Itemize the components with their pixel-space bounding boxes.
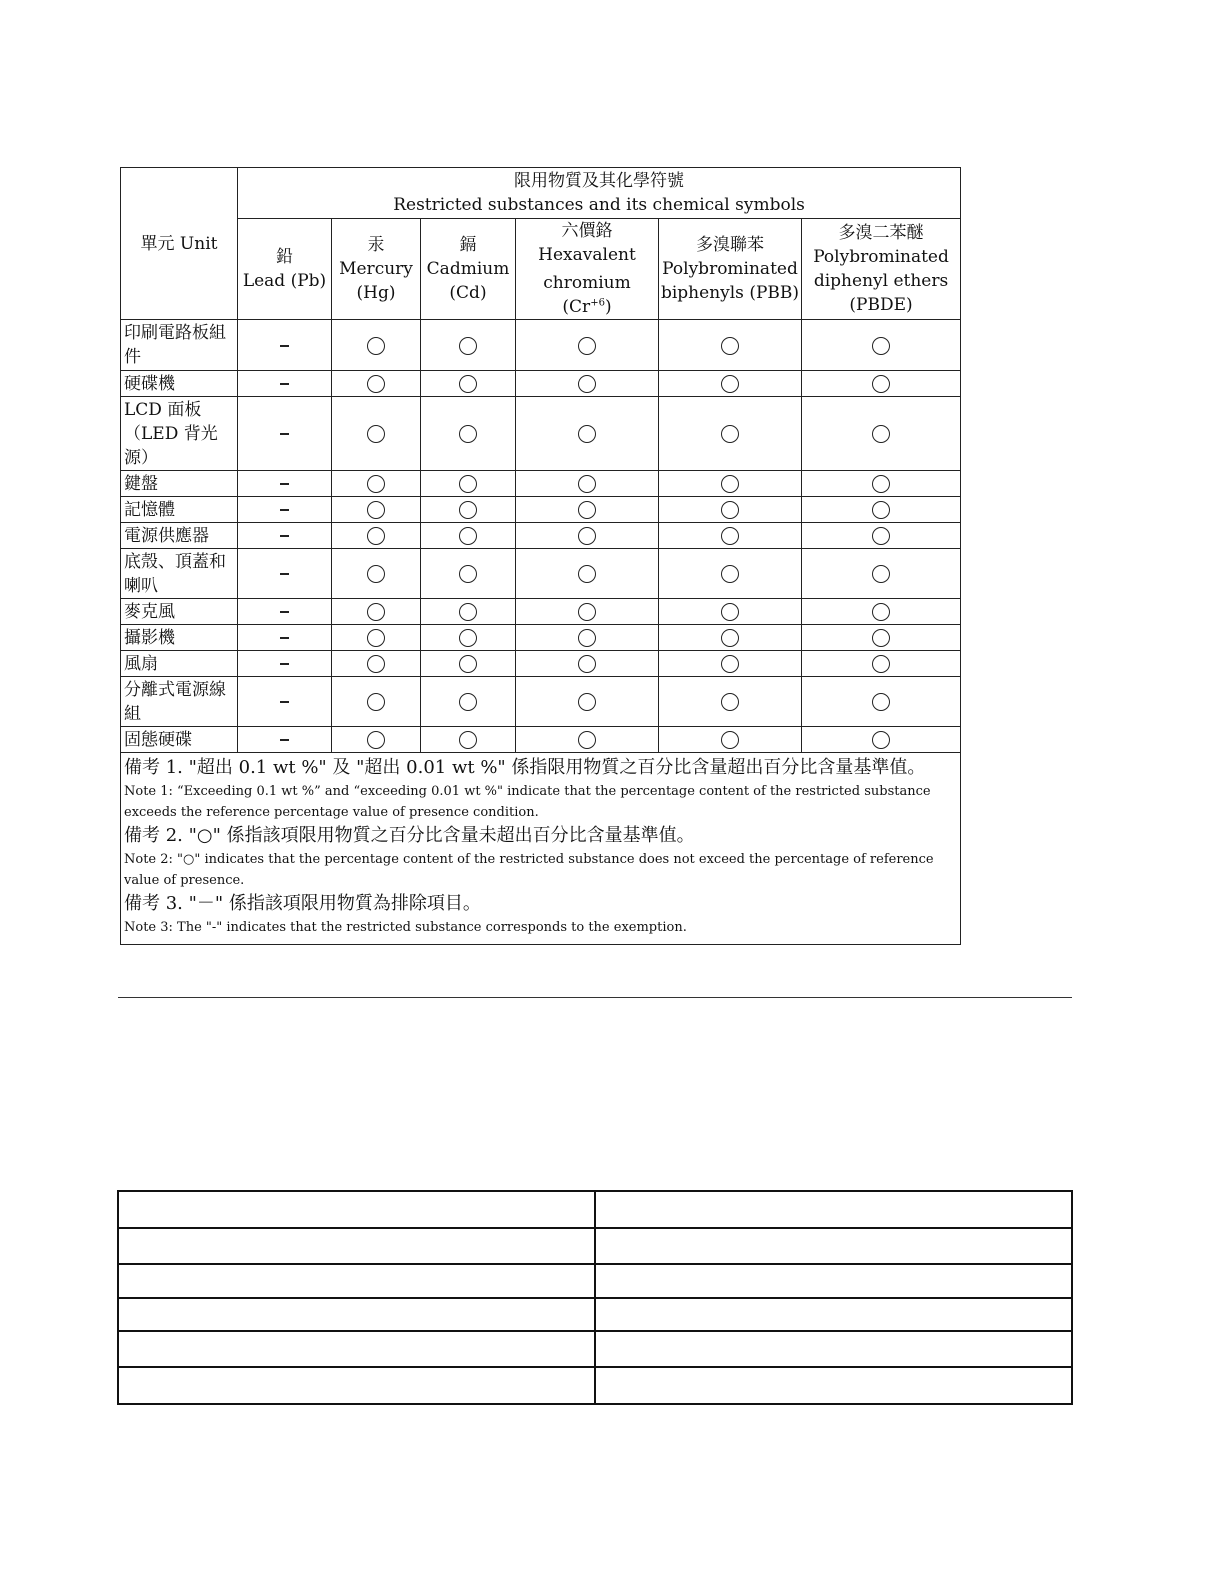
substance-name-zh: 鎘	[459, 235, 477, 255]
substance-symbol: (Cd)	[449, 283, 487, 303]
unit-header	[121, 168, 238, 320]
dash-mark	[280, 611, 289, 613]
exemption-cell	[238, 549, 332, 599]
circle-mark	[459, 501, 477, 519]
circle-mark	[459, 603, 477, 621]
empty-cell	[118, 1367, 595, 1404]
circle-mark	[721, 731, 739, 749]
compliant-cell	[659, 523, 802, 549]
circle-mark	[578, 693, 596, 711]
compliant-cell	[332, 651, 421, 677]
compliant-cell	[659, 397, 802, 471]
exemption-cell	[238, 625, 332, 651]
circle-mark	[367, 655, 385, 673]
exemption-cell	[238, 320, 332, 371]
circle-mark	[367, 731, 385, 749]
compliant-cell	[516, 549, 659, 599]
circle-mark	[367, 425, 385, 443]
compliant-cell	[659, 320, 802, 371]
unit-label-cell: 攝影機	[121, 625, 238, 651]
circle-mark	[721, 603, 739, 621]
compliant-cell	[421, 320, 516, 371]
compliant-cell	[516, 677, 659, 727]
empty-cell	[118, 1228, 595, 1264]
table-row	[118, 1298, 1072, 1331]
table-row	[121, 727, 961, 753]
exemption-cell	[238, 523, 332, 549]
circle-mark	[367, 527, 385, 545]
unit-label-cell: 硬碟機	[121, 371, 238, 397]
note-2-en: Note 2: "○" indicates that the percentage content of the restricted substance does not exceed the percentage of reference value of presence.	[124, 852, 934, 888]
compliant-cell	[421, 727, 516, 753]
circle-mark	[578, 731, 596, 749]
circle-mark	[721, 693, 739, 711]
compliant-cell	[802, 625, 961, 651]
note-1-en: Note 1: “Exceeding 0.1 wt %” and “exceeding 0.01 wt %" indicate that the percentage content of the restricted substance exceeds the reference percentage value of presence condition.	[124, 784, 931, 820]
substance-column-header	[332, 219, 421, 320]
dash-mark	[280, 637, 289, 639]
compliant-cell	[802, 371, 961, 397]
dash-mark	[280, 739, 289, 741]
note-3-en: Note 3: The "-" indicates that the restricted substance corresponds to the exemption.	[124, 920, 687, 935]
substances-header-zh: 限用物質及其化學符號	[514, 171, 685, 191]
table-row	[121, 371, 961, 397]
table-row	[121, 397, 961, 471]
substance-column-header	[802, 219, 961, 320]
circle-mark	[459, 629, 477, 647]
circle-mark	[872, 565, 890, 583]
circle-mark	[578, 565, 596, 583]
empty-cell	[595, 1264, 1072, 1298]
compliant-cell	[516, 397, 659, 471]
circle-mark	[459, 375, 477, 393]
unit-label-cell: LCD 面板（LED 背光源）	[121, 397, 238, 471]
unit-label-cell: 鍵盤	[121, 471, 238, 497]
circle-mark	[872, 337, 890, 355]
circle-mark	[459, 337, 477, 355]
compliant-cell	[802, 497, 961, 523]
circle-mark	[367, 501, 385, 519]
substance-name-en: Mercury	[339, 259, 413, 279]
circle-mark	[872, 731, 890, 749]
table-row	[121, 549, 961, 599]
substance-column-header	[516, 219, 659, 320]
substance-name-en-line3: (PBDE)	[849, 295, 913, 315]
circle-mark	[872, 527, 890, 545]
substance-symbol	[516, 271, 658, 319]
substance-symbol: diphenyl ethers	[813, 271, 949, 291]
dash-mark	[280, 573, 289, 575]
circle-mark	[721, 501, 739, 519]
circle-mark	[367, 337, 385, 355]
exemption-cell	[238, 727, 332, 753]
circle-mark	[872, 475, 890, 493]
substance-name-zh: 多溴二苯醚	[838, 223, 924, 243]
dash-mark	[280, 433, 289, 435]
note-2-zh: 備考 2. "○" 係指該項限用物質之百分比含量未超出百分比含量基準值。	[124, 825, 695, 846]
table-row	[118, 1331, 1072, 1367]
table-row	[118, 1228, 1072, 1264]
exemption-cell	[238, 677, 332, 727]
unit-label-cell: 記憶體	[121, 497, 238, 523]
notes-cell	[121, 753, 961, 945]
compliant-cell	[802, 549, 961, 599]
compliant-cell	[421, 625, 516, 651]
circle-mark	[578, 425, 596, 443]
substance-symbol: biphenyls (PBB)	[660, 283, 800, 303]
circle-mark	[578, 527, 596, 545]
compliant-cell	[516, 599, 659, 625]
compliant-cell	[516, 371, 659, 397]
unit-label-cell: 分離式電源線組	[121, 677, 238, 727]
circle-mark	[721, 425, 739, 443]
table-body	[121, 320, 961, 753]
unit-label-cell: 電源供應器	[121, 523, 238, 549]
circle-mark	[721, 655, 739, 673]
circle-mark	[721, 565, 739, 583]
substance-symbol-base: chromium (Cr	[543, 273, 631, 317]
exemption-cell	[238, 497, 332, 523]
exemption-cell	[238, 651, 332, 677]
circle-mark	[721, 475, 739, 493]
circle-mark	[367, 475, 385, 493]
substances-header	[238, 168, 961, 219]
exemption-cell	[238, 371, 332, 397]
compliant-cell	[421, 397, 516, 471]
compliant-cell	[659, 599, 802, 625]
table-row	[121, 651, 961, 677]
compliant-cell	[332, 677, 421, 727]
circle-mark	[872, 655, 890, 673]
substance-name-zh: 六價鉻	[561, 221, 613, 241]
substances-header-en: Restricted substances and its chemical symbols	[393, 195, 805, 215]
circle-mark	[721, 375, 739, 393]
substance-name-zh: 多溴聯苯	[696, 235, 764, 255]
circle-mark	[459, 731, 477, 749]
circle-mark	[367, 693, 385, 711]
exemption-cell	[238, 471, 332, 497]
dash-mark	[280, 535, 289, 537]
empty-cell	[118, 1331, 595, 1367]
circle-mark	[367, 603, 385, 621]
compliant-cell	[516, 497, 659, 523]
circle-mark	[367, 565, 385, 583]
circle-mark	[872, 629, 890, 647]
circle-mark	[367, 375, 385, 393]
circle-mark	[578, 375, 596, 393]
compliant-cell	[332, 523, 421, 549]
table-row	[121, 320, 961, 371]
compliant-cell	[802, 397, 961, 471]
compliant-cell	[516, 471, 659, 497]
horizontal-divider	[118, 997, 1072, 998]
circle-mark	[578, 655, 596, 673]
compliant-cell	[802, 320, 961, 371]
circle-mark	[578, 629, 596, 647]
compliant-cell	[421, 651, 516, 677]
circle-mark	[721, 629, 739, 647]
substance-columns-row	[121, 219, 961, 320]
substance-column-header	[421, 219, 516, 320]
table-row	[121, 497, 961, 523]
compliant-cell	[332, 320, 421, 371]
compliant-cell	[659, 677, 802, 727]
substance-name-en: Cadmium	[426, 259, 510, 279]
compliant-cell	[659, 549, 802, 599]
empty-cell	[595, 1298, 1072, 1331]
table-row	[118, 1191, 1072, 1228]
circle-mark	[459, 565, 477, 583]
compliant-cell	[332, 727, 421, 753]
circle-mark	[459, 655, 477, 673]
empty-cell	[595, 1367, 1072, 1404]
empty-cell	[118, 1191, 595, 1228]
compliant-cell	[421, 599, 516, 625]
circle-mark	[367, 629, 385, 647]
table-row	[118, 1367, 1072, 1404]
table-row	[121, 599, 961, 625]
circle-mark	[721, 527, 739, 545]
compliant-cell	[802, 651, 961, 677]
note-3-zh: 備考 3. "－" 係指該項限用物質為排除項目。	[124, 893, 481, 914]
substance-column-header	[238, 219, 332, 320]
substance-symbol-tail: )	[604, 297, 612, 317]
compliant-cell	[659, 651, 802, 677]
substance-name-en: Hexavalent	[538, 245, 636, 265]
compliant-cell	[421, 371, 516, 397]
compliant-cell	[516, 727, 659, 753]
unit-header-label: 單元 Unit	[140, 233, 218, 254]
substance-symbol: (Hg)	[356, 283, 396, 303]
substance-symbol-superscript: +6	[590, 297, 605, 309]
compliant-cell	[421, 471, 516, 497]
compliant-cell	[421, 523, 516, 549]
compliant-cell	[332, 497, 421, 523]
compliant-cell	[421, 677, 516, 727]
compliant-cell	[802, 471, 961, 497]
compliant-cell	[332, 397, 421, 471]
substance-name-en: Lead (Pb)	[242, 271, 327, 291]
substance-name-zh: 汞	[367, 235, 385, 255]
compliant-cell	[802, 727, 961, 753]
circle-mark	[872, 501, 890, 519]
compliant-cell	[516, 320, 659, 371]
dash-mark	[280, 509, 289, 511]
circle-mark	[872, 425, 890, 443]
empty-table	[117, 1190, 1073, 1405]
table-row	[121, 523, 961, 549]
circle-mark	[459, 693, 477, 711]
unit-label-cell: 麥克風	[121, 599, 238, 625]
dash-mark	[280, 663, 289, 665]
compliant-cell	[332, 599, 421, 625]
compliant-cell	[421, 497, 516, 523]
compliant-cell	[659, 471, 802, 497]
compliant-cell	[659, 625, 802, 651]
table-row	[121, 471, 961, 497]
circle-mark	[578, 603, 596, 621]
compliant-cell	[802, 599, 961, 625]
substance-name-en: Polybrominated	[662, 259, 798, 279]
exemption-cell	[238, 397, 332, 471]
unit-label-cell: 印刷電路板組件	[121, 320, 238, 371]
empty-cell	[118, 1298, 595, 1331]
compliant-cell	[332, 625, 421, 651]
circle-mark	[872, 693, 890, 711]
restricted-substances-table	[120, 167, 961, 945]
unit-label-cell: 固態硬碟	[121, 727, 238, 753]
circle-mark	[459, 425, 477, 443]
note-1-zh: 備考 1. "超出 0.1 wt %" 及 "超出 0.01 wt %" 係指限用物質之百分比含量超出百分比含量基準值。	[124, 757, 926, 778]
empty-cell	[595, 1191, 1072, 1228]
unit-label-cell: 底殼、頂蓋和喇叭	[121, 549, 238, 599]
circle-mark	[578, 337, 596, 355]
dash-mark	[280, 383, 289, 385]
compliant-cell	[516, 523, 659, 549]
circle-mark	[578, 475, 596, 493]
compliant-cell	[659, 371, 802, 397]
compliant-cell	[332, 549, 421, 599]
dash-mark	[280, 483, 289, 485]
circle-mark	[872, 375, 890, 393]
dash-mark	[280, 345, 289, 347]
empty-cell	[595, 1331, 1072, 1367]
table-row	[121, 625, 961, 651]
compliant-cell	[516, 625, 659, 651]
dash-mark	[280, 701, 289, 703]
compliant-cell	[659, 497, 802, 523]
unit-label-cell: 風扇	[121, 651, 238, 677]
compliant-cell	[516, 651, 659, 677]
compliant-cell	[332, 371, 421, 397]
exemption-cell	[238, 599, 332, 625]
circle-mark	[872, 603, 890, 621]
compliant-cell	[421, 549, 516, 599]
compliant-cell	[802, 523, 961, 549]
compliant-cell	[659, 727, 802, 753]
compliant-cell	[802, 677, 961, 727]
substance-name-zh: 鉛	[276, 247, 293, 267]
table-row	[121, 677, 961, 727]
compliant-cell	[332, 471, 421, 497]
empty-cell	[118, 1264, 595, 1298]
table-row	[118, 1264, 1072, 1298]
empty-cell	[595, 1228, 1072, 1264]
circle-mark	[459, 527, 477, 545]
circle-mark	[721, 337, 739, 355]
circle-mark	[459, 475, 477, 493]
substance-name-en: Polybrominated	[813, 247, 949, 267]
circle-mark	[578, 501, 596, 519]
substance-column-header	[659, 219, 802, 320]
